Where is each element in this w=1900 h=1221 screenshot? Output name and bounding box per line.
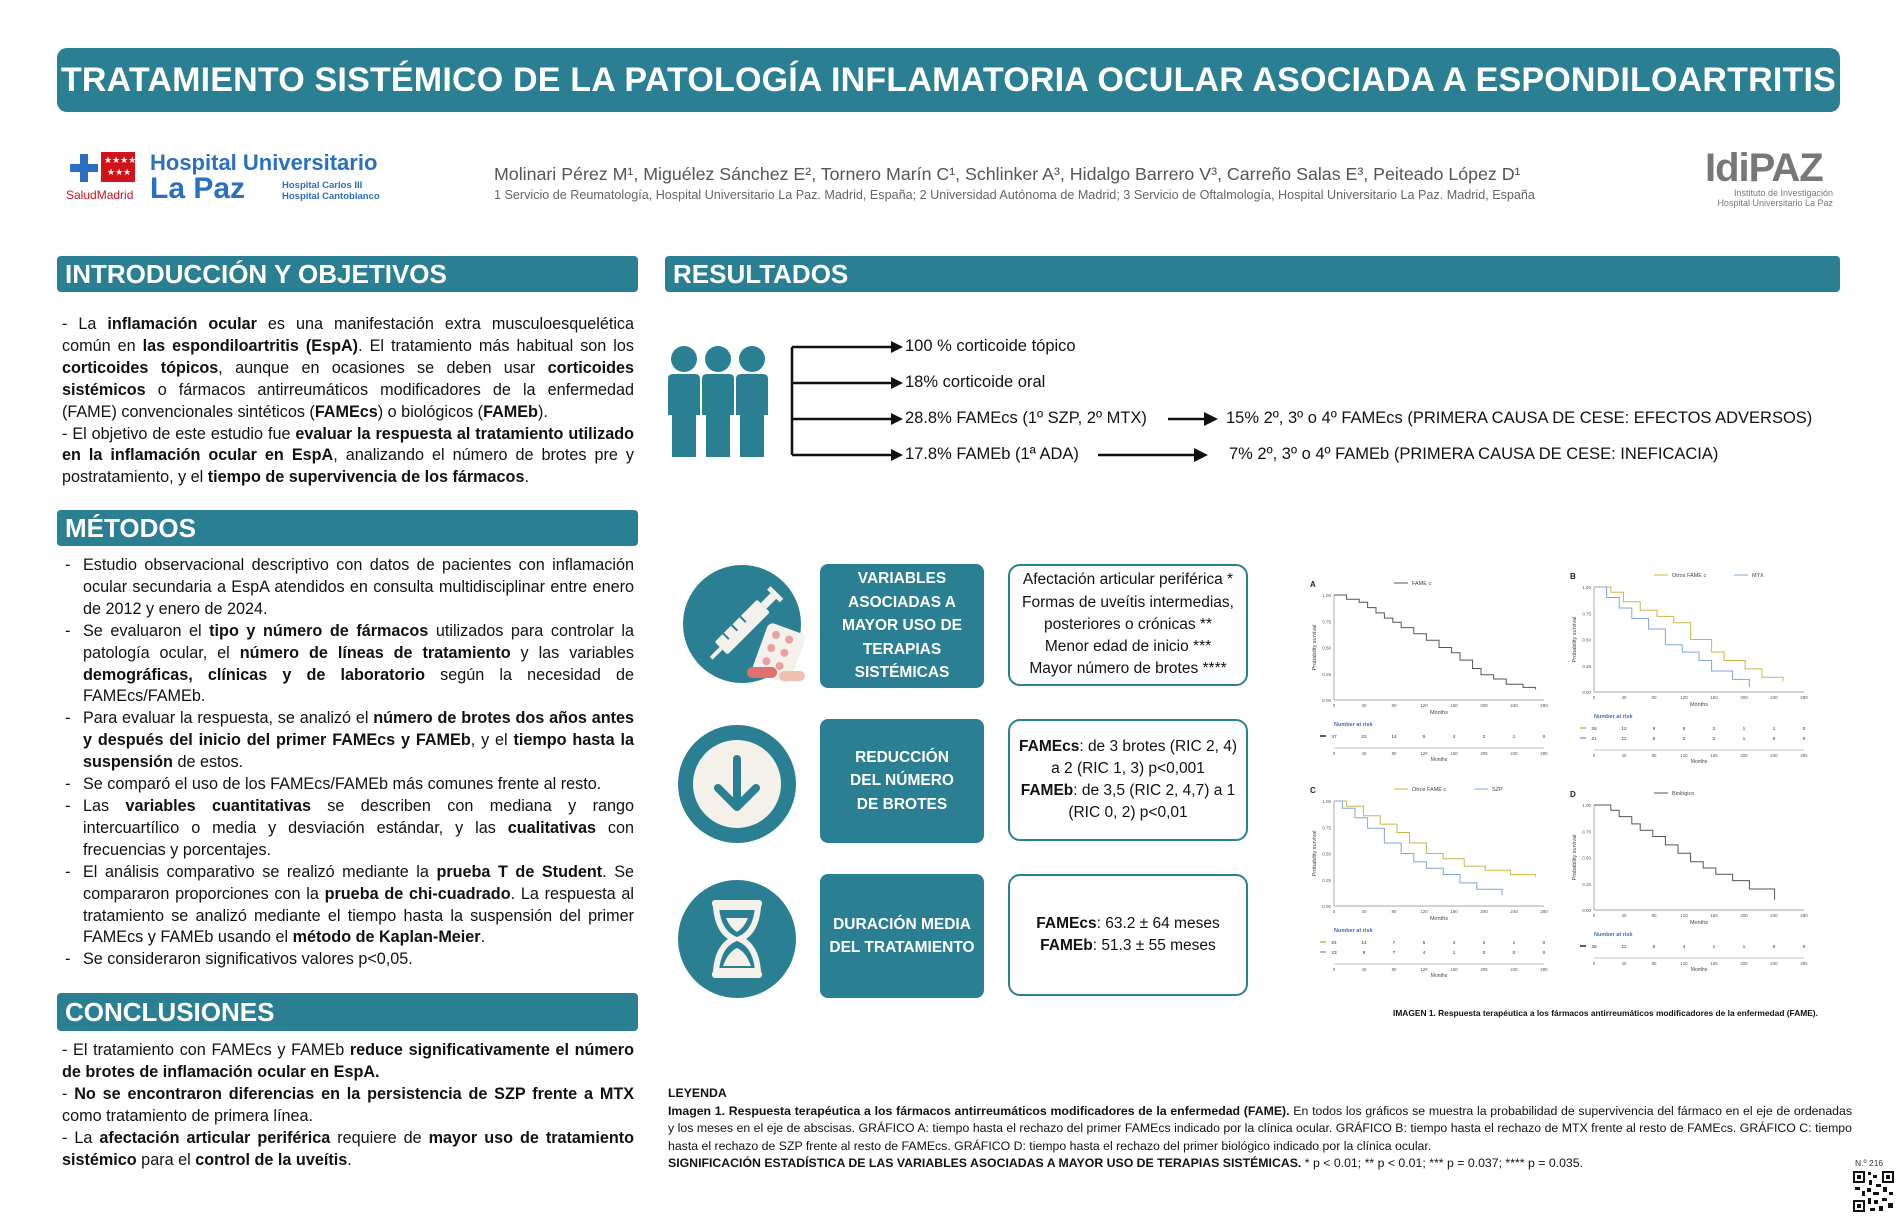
flow-outcome-famecs: 15% 2º, 3º o 4º FAMEcs (PRIMERA CAUSA DE CESE: EFECTOS ADVERSOS) bbox=[1226, 409, 1813, 427]
km-y-tick: 0.50 bbox=[1582, 855, 1591, 861]
km-risk-title: Number at risk bbox=[1334, 722, 1373, 728]
reduction-famecs bbox=[1016, 736, 1240, 780]
km-y-tick: 0.00 bbox=[1582, 690, 1591, 695]
km-y-tick: 0.50 bbox=[1582, 637, 1591, 643]
arrow-down-icon bbox=[678, 725, 796, 843]
km-risk-value: 3 bbox=[1682, 737, 1686, 742]
km-risk-value: 1 bbox=[1512, 735, 1516, 740]
madrid-flag-icon bbox=[66, 150, 142, 190]
km-x-tick: 80 bbox=[1391, 909, 1397, 914]
km-x-tick: 160 bbox=[1450, 909, 1458, 914]
km-risk-value: 5 bbox=[1652, 737, 1656, 742]
variable-line: Menor edad de inicio *** bbox=[1044, 638, 1212, 656]
km-risk-value: 9 bbox=[1362, 951, 1366, 956]
km-y-label: Probability survival bbox=[1572, 834, 1578, 881]
km-x-label: Months bbox=[1429, 916, 1449, 922]
km-risk-value: 1 bbox=[1712, 945, 1716, 950]
km-risk-value: 2 bbox=[1482, 735, 1486, 740]
km-risk-value: 0 bbox=[1542, 941, 1546, 946]
legend-title: LEYENDA bbox=[668, 1086, 727, 1100]
km-risk-value: 5 bbox=[1422, 941, 1426, 946]
flow-item-famecs: 28.8% FAMEcs (1º SZP, 2º MTX) bbox=[905, 409, 1147, 427]
km-x-tick: 0 bbox=[1332, 909, 1336, 914]
km-x-tick: 240 bbox=[1510, 703, 1518, 708]
methods-item: - Estudio observacional descriptivo con datos de pacientes con inflamación ocular secundaria a EspA atendidos en consulta multidisciplinar entre enero de 2012 y enero de 2024. bbox=[62, 555, 634, 621]
methods-item: - Se comparó el uso de los FAMEcs/FAMEb más comunes frente al resto. bbox=[62, 774, 634, 796]
km-y-tick: 0.75 bbox=[1582, 611, 1591, 617]
km-risk-value: 1 bbox=[1742, 727, 1746, 732]
km-y-tick: 0.00 bbox=[1322, 698, 1331, 703]
km-risk-value: 2 bbox=[1712, 737, 1716, 742]
km-risk-value: 1 bbox=[1512, 941, 1516, 946]
duration-fameb bbox=[1040, 935, 1216, 957]
km-y-tick: 0.25 bbox=[1582, 663, 1591, 669]
hospital-sub1: Hospital Carlos III bbox=[282, 180, 363, 191]
km-y-tick: 1.00 bbox=[1582, 803, 1591, 808]
methods-item: - Para evaluar la respuesta, se analizó el número de brotes dos años antes y después del inicio del primer FAMEcs y FAMEb, y el tiempo hasta la suspensión de estos. bbox=[62, 708, 634, 774]
km-panel-letter: C bbox=[1310, 786, 1316, 795]
idipaz-logo bbox=[1705, 148, 1840, 213]
km-risk-value: 9 bbox=[1652, 727, 1656, 732]
km-risk-value: 23 bbox=[1361, 735, 1367, 740]
hospital-name-line1: Hospital Universitario bbox=[150, 150, 378, 175]
km-x-tick: 0 bbox=[1332, 703, 1336, 708]
km-x-tick: 120 bbox=[1680, 695, 1688, 700]
km-risk-tick: 80 bbox=[1651, 753, 1657, 758]
km-risk-tick: 240 bbox=[1770, 753, 1778, 758]
affiliations: 1 Servicio de Reumatología, Hospital Universitario La Paz. Madrid, España; 2 Universidad Autónoma de Madrid; 3 Servicio de Oftalmología, Hospital Universitario La Paz. Madrid, España bbox=[494, 188, 1535, 202]
km-risk-title: Number at risk bbox=[1594, 932, 1633, 938]
km-x-tick: 0 bbox=[1592, 913, 1596, 918]
km-risk-tick: 40 bbox=[1621, 961, 1627, 966]
methods-item: - El análisis comparativo se realizó mediante la prueba T de Student. Se compararon proporciones con la prueba de chi-cuadrado. La respuesta al tratamiento se analizó mediante el tiempo hasta la suspensión del primer FAMEcs y FAMEb usando el método de Kaplan-Meier. bbox=[62, 862, 634, 950]
km-y-label: Probability survival bbox=[1312, 830, 1318, 877]
km-y-tick: 1.00 bbox=[1322, 799, 1331, 804]
km-risk-value: 0 bbox=[1482, 951, 1486, 956]
km-risk-tick: 160 bbox=[1710, 961, 1718, 966]
box-duration bbox=[1008, 874, 1248, 996]
km-risk-tick: 0 bbox=[1592, 753, 1596, 758]
km-risk-tick: 120 bbox=[1680, 961, 1688, 966]
km-risk-tick: 200 bbox=[1740, 961, 1748, 966]
km-x-tick: 160 bbox=[1710, 695, 1718, 700]
km-risk-value: 26 bbox=[1591, 727, 1597, 732]
km-risk-xlabel: Months bbox=[1430, 973, 1448, 979]
qr-code-icon bbox=[1852, 1170, 1895, 1213]
intro-text: - La inflamación ocular es una manifestación extra musculoesquelética común en las espondiloartritis (EspA). El tratamiento más habitual son los corticoides tópicos, aunque en ocasiones se deben usar corticoides sistémicos o fármacos antirreumáticos modificadores de la enfermedad (FAME) convencionales sintéticos (FAMEcs) o biológicos (FAMEb). - El objetivo de este estudio fue evaluar la respuesta al tratamiento utilizado en la inflamación ocular en EspA, analizando el número de brotes pre y postratamiento, y el tiempo de supervivencia de los fármacos. bbox=[62, 315, 635, 487]
km-x-tick: 120 bbox=[1680, 913, 1688, 918]
km-legend-label: Biológico bbox=[1672, 791, 1695, 797]
duration-fameb-value: : 51.3 ± 55 meses bbox=[1092, 937, 1216, 954]
km-survival-curve bbox=[1334, 801, 1502, 896]
km-risk-title: Number at risk bbox=[1594, 714, 1633, 720]
flow-item-oral: 18% corticoide oral bbox=[905, 373, 1046, 391]
km-x-tick: 40 bbox=[1361, 909, 1367, 914]
km-panel-letter: D bbox=[1570, 790, 1576, 799]
syringe-icon bbox=[683, 565, 813, 695]
km-risk-value: 47 bbox=[1331, 735, 1337, 740]
km-risk-value: 0 bbox=[1772, 737, 1776, 742]
km-x-tick: 280 bbox=[1800, 913, 1808, 918]
km-y-tick: 0.50 bbox=[1322, 645, 1331, 651]
km-risk-tick: 240 bbox=[1510, 967, 1518, 972]
km-x-tick: 160 bbox=[1450, 703, 1458, 708]
km-y-tick: 1.00 bbox=[1322, 593, 1331, 598]
methods-item: - Las variables cuantitativas se describen con mediana y rango intercuartílico o media y desviación estándar, y las cualitativas con frecuencias y porcentajes. bbox=[62, 796, 634, 862]
km-x-tick: 120 bbox=[1420, 703, 1428, 708]
km-y-tick: 0.25 bbox=[1322, 671, 1331, 677]
km-risk-value: 0 bbox=[1802, 737, 1806, 742]
km-risk-value: 9 bbox=[1422, 735, 1426, 740]
km-risk-tick: 40 bbox=[1361, 751, 1367, 756]
km-risk-tick: 280 bbox=[1800, 753, 1808, 758]
km-risk-value: 12 bbox=[1621, 727, 1627, 732]
legend-significance bbox=[668, 1155, 1852, 1173]
flow-outcome-fameb: 7% 2º, 3º o 4º FAMEb (PRIMERA CAUSA DE CESE: INEFICACIA) bbox=[1229, 445, 1719, 463]
km-x-tick: 240 bbox=[1770, 695, 1778, 700]
km-risk-value: 0 bbox=[1802, 727, 1806, 732]
km-risk-tick: 200 bbox=[1480, 751, 1488, 756]
km-survival-curve bbox=[1334, 801, 1536, 877]
legend-imagen-title: . Respuesta terapéutica a los fármacos antirreumáticos modificadores de la enfermedad (FAME). bbox=[721, 1103, 1290, 1118]
methods-header: MÉTODOS bbox=[57, 510, 638, 546]
km-x-tick: 280 bbox=[1540, 703, 1548, 708]
km-survival-curve bbox=[1594, 587, 1783, 682]
km-risk-value: 3 bbox=[1452, 941, 1456, 946]
km-y-tick: 0.75 bbox=[1322, 825, 1331, 831]
km-x-label: Months bbox=[1689, 702, 1709, 708]
km-x-tick: 40 bbox=[1621, 695, 1627, 700]
km-x-tick: 160 bbox=[1710, 913, 1718, 918]
km-risk-tick: 0 bbox=[1592, 961, 1596, 966]
km-survival-curve bbox=[1334, 595, 1536, 690]
km-y-tick: 0.25 bbox=[1322, 877, 1331, 883]
km-risk-tick: 240 bbox=[1510, 751, 1518, 756]
km-risk-value: 14 bbox=[1361, 941, 1367, 946]
km-risk-value: 2 bbox=[1482, 941, 1486, 946]
idipaz-sub1: Instituto de Investigación bbox=[1733, 188, 1833, 198]
kaplan-meier-figure bbox=[1300, 565, 1850, 995]
km-x-tick: 240 bbox=[1510, 909, 1518, 914]
km-risk-tick: 280 bbox=[1540, 967, 1548, 972]
km-risk-tick: 280 bbox=[1800, 961, 1808, 966]
km-y-tick: 0.50 bbox=[1322, 851, 1331, 857]
poster-title: TRATAMIENTO SISTÉMICO DE LA PATOLOGÍA INFLAMATORIA OCULAR ASOCIADA A ESPONDILOARTRITIS bbox=[57, 48, 1840, 112]
km-risk-value: 26 bbox=[1591, 945, 1597, 950]
box-reduction bbox=[1008, 719, 1248, 841]
label-variables: VARIABLES ASOCIADAS A MAYOR USO DE TERAPIAS SISTÉMICAS bbox=[820, 564, 984, 688]
variable-line: Formas de uveítis intermedias, posteriores o crónicas ** bbox=[1022, 593, 1234, 633]
reduction-famecs-value: : de 3 brotes (RIC 2, 4) a 2 (RIC 1, 3) p<0,001 bbox=[1051, 737, 1237, 777]
km-risk-tick: 40 bbox=[1621, 753, 1627, 758]
intro-header: INTRODUCCIÓN Y OBJETIVOS bbox=[57, 256, 638, 292]
km-caption: IMAGEN 1. Respuesta terapéutica a los fármacos antirreumáticos modificadores de la enfermedad (FAME). bbox=[1393, 1008, 1818, 1018]
km-risk-tick: 200 bbox=[1740, 753, 1748, 758]
variable-line: Afectación articular periférica * bbox=[1022, 571, 1234, 589]
duration-famecs bbox=[1036, 913, 1219, 935]
km-legend-label: Otros FAME c bbox=[1412, 787, 1447, 793]
km-risk-tick: 80 bbox=[1391, 751, 1397, 756]
km-risk-value: 1 bbox=[1452, 951, 1456, 956]
hospital-logo bbox=[66, 150, 396, 206]
km-legend-label: FAME c bbox=[1412, 581, 1432, 587]
km-y-label: Probability survival bbox=[1572, 616, 1578, 663]
svg-text:★★★★: ★★★★ bbox=[104, 155, 137, 165]
conclusions-text: - El tratamiento con FAMEcs y FAMEb reduce significativamente el número de brotes de inflamación ocular en EspA. - No se encontraron diferencias en la persistencia de SZP frente a MTX como tratamiento de primera línea. - La afectación articular periférica requiere de mayor uso de tratamiento sistémico para el control de la uveítis. bbox=[62, 1041, 635, 1169]
km-risk-value: 5 bbox=[1652, 945, 1656, 950]
km-y-tick: 0.00 bbox=[1582, 908, 1591, 913]
legend-sig-values: * p < 0.01; ** p < 0.01; *** p = 0.037; **** p = 0.035. bbox=[1301, 1156, 1584, 1170]
region-label: SaludMadrid bbox=[66, 188, 134, 202]
km-risk-tick: 160 bbox=[1450, 967, 1458, 972]
km-y-tick: 0.00 bbox=[1322, 904, 1331, 909]
duration-famecs-value: : 63.2 ± 64 meses bbox=[1096, 914, 1220, 932]
km-x-tick: 200 bbox=[1740, 695, 1748, 700]
km-x-tick: 40 bbox=[1361, 703, 1367, 708]
km-x-tick: 80 bbox=[1651, 913, 1657, 918]
km-x-tick: 80 bbox=[1651, 695, 1657, 700]
km-y-tick: 0.25 bbox=[1582, 881, 1591, 887]
reduction-famecs-label: FAMEcs bbox=[1019, 737, 1080, 755]
km-risk-value: 1 bbox=[1742, 945, 1746, 950]
km-risk-value: 2 bbox=[1712, 727, 1716, 732]
km-risk-tick: 120 bbox=[1680, 753, 1688, 758]
reduction-fameb bbox=[1016, 780, 1240, 824]
km-risk-xlabel: Months bbox=[1690, 967, 1708, 973]
flow-item-topical: 100 % corticoide tópico bbox=[905, 337, 1076, 355]
km-x-label: Months bbox=[1429, 710, 1449, 716]
km-x-label: Months bbox=[1689, 920, 1709, 926]
km-risk-value: 4 bbox=[1452, 735, 1456, 740]
idipaz-name: IdiPAZ bbox=[1705, 146, 1823, 190]
km-risk-value: 7 bbox=[1392, 951, 1396, 956]
km-x-tick: 200 bbox=[1480, 909, 1488, 914]
km-risk-value: 14 bbox=[1391, 735, 1397, 740]
km-risk-value: 0 bbox=[1802, 945, 1806, 950]
methods-item: - Se consideraron significativos valores p<0,05. bbox=[62, 949, 634, 971]
legend-block bbox=[668, 1085, 1852, 1173]
km-risk-tick: 80 bbox=[1391, 967, 1397, 972]
km-x-tick: 200 bbox=[1480, 703, 1488, 708]
km-risk-value: 23 bbox=[1331, 951, 1337, 956]
km-risk-tick: 120 bbox=[1420, 967, 1428, 972]
methods-list bbox=[62, 555, 634, 971]
km-risk-value: 0 bbox=[1542, 951, 1546, 956]
legend-imagen-label: Imagen 1 bbox=[668, 1103, 722, 1118]
hospital-sub2: Hospital Cantoblanco bbox=[282, 191, 380, 202]
idipaz-sub2: Hospital Universitario La Paz bbox=[1717, 198, 1833, 208]
km-x-tick: 40 bbox=[1621, 913, 1627, 918]
variable-line: Mayor número de brotes **** bbox=[1029, 660, 1227, 678]
km-y-tick: 0.75 bbox=[1322, 619, 1331, 625]
km-risk-xlabel: Months bbox=[1690, 759, 1708, 765]
km-risk-value: 4 bbox=[1682, 945, 1686, 950]
km-survival-curve bbox=[1594, 587, 1749, 687]
km-panel-letter: B bbox=[1570, 572, 1576, 581]
km-x-tick: 80 bbox=[1391, 703, 1397, 708]
duration-famecs-label: FAMEcs bbox=[1036, 914, 1097, 932]
legend-sig-label: SIGNIFICACIÓN ESTADÍSTICA DE LAS VARIABLES ASOCIADAS A MAYOR USO DE TERAPIAS SISTÉMICAS. bbox=[668, 1156, 1302, 1170]
svg-text:★★★: ★★★ bbox=[107, 167, 132, 177]
reduction-fameb-value: : de 3,5 (RIC 2, 4,7) a 1 (RIC 0, 2) p<0,01 bbox=[1068, 782, 1236, 822]
km-risk-value: 11 bbox=[1621, 945, 1627, 950]
km-x-tick: 280 bbox=[1800, 695, 1808, 700]
km-risk-value: 1 bbox=[1742, 737, 1746, 742]
label-reduction: REDUCCIÓN DEL NÚMERO DE BROTES bbox=[820, 719, 984, 843]
flow-item-fameb: 17.8% FAMEb (1ª ADA) bbox=[905, 445, 1079, 463]
km-risk-value: 21 bbox=[1591, 737, 1597, 742]
km-risk-value: 4 bbox=[1422, 951, 1426, 956]
km-survival-curve bbox=[1594, 805, 1775, 900]
km-x-tick: 280 bbox=[1540, 909, 1548, 914]
authors: Molinari Pérez M¹, Miguélez Sánchez E², Tornero Marín C¹, Schlinker A³, Hidalgo Barrero V³, Carreño Salas E³, Peiteado López D¹ bbox=[494, 164, 1521, 184]
km-risk-tick: 160 bbox=[1710, 753, 1718, 758]
reduction-fameb-label: FAMEb bbox=[1020, 782, 1074, 799]
km-risk-title: Number at risk bbox=[1334, 928, 1373, 934]
km-x-tick: 240 bbox=[1770, 913, 1778, 918]
results-header: RESULTADOS bbox=[665, 256, 1840, 292]
hourglass-icon bbox=[678, 880, 796, 998]
km-legend-label: MTX bbox=[1752, 573, 1764, 579]
legend-imagen-body: En todos los gráficos se muestra la probabilidad de supervivencia del fármaco en el eje de ordenadas y los meses en el eje de abscisas. GRÁFICO A: tiempo hasta el rechazo del primer FAMEcs indicado por la clínica ocular. GRÁFICO B: tiempo hasta el rechazo de MTX frente al resto de FAMEcs. GRÁFICO C: tiempo hasta el rechazo de SZP frente al resto de FAMEcs. GRÁFICO D: tiempo hasta el rechazo del primer biológico indicado por la clínica ocular. bbox=[668, 1103, 1853, 1153]
km-risk-tick: 0 bbox=[1332, 751, 1336, 756]
km-panel-letter: A bbox=[1310, 580, 1316, 589]
km-risk-xlabel: Months bbox=[1430, 757, 1448, 763]
km-risk-value: 7 bbox=[1392, 941, 1396, 946]
hospital-name-line2: La Paz bbox=[150, 172, 246, 205]
poster-number: N.º 216 bbox=[1855, 1158, 1884, 1168]
km-risk-tick: 120 bbox=[1420, 751, 1428, 756]
km-risk-tick: 40 bbox=[1361, 967, 1367, 972]
box-variables bbox=[1008, 564, 1248, 686]
km-risk-tick: 160 bbox=[1450, 751, 1458, 756]
methods-item: - Se evaluaron el tipo y número de fármacos utilizados para controlar la patología ocular, el número de líneas de tratamiento y las variables demográficas, clínicas y de laboratorio según la necesidad de FAMEcs/FAMEb. bbox=[62, 621, 634, 709]
km-legend-label: SZP bbox=[1492, 787, 1503, 793]
km-risk-tick: 240 bbox=[1770, 961, 1778, 966]
km-risk-value: 24 bbox=[1331, 941, 1337, 946]
legend-imagen bbox=[668, 1103, 1852, 1156]
label-duration: DURACIÓN MEDIA DEL TRATAMIENTO bbox=[820, 874, 984, 998]
km-x-tick: 200 bbox=[1740, 913, 1748, 918]
km-risk-tick: 80 bbox=[1651, 961, 1657, 966]
km-y-label: Probability survival bbox=[1312, 624, 1318, 671]
km-risk-value: 6 bbox=[1682, 727, 1686, 732]
patients-group-icon bbox=[664, 345, 772, 460]
km-risk-value: 0 bbox=[1772, 945, 1776, 950]
km-risk-tick: 0 bbox=[1332, 967, 1336, 972]
km-risk-tick: 280 bbox=[1540, 751, 1548, 756]
km-y-tick: 1.00 bbox=[1582, 585, 1591, 590]
km-risk-value: 1 bbox=[1772, 727, 1776, 732]
km-risk-value: 11 bbox=[1621, 737, 1627, 742]
conclusions-header: CONCLUSIONES bbox=[57, 993, 638, 1031]
km-legend-label: Otros FAME c bbox=[1672, 573, 1707, 579]
km-risk-tick: 200 bbox=[1480, 967, 1488, 972]
km-risk-value: 0 bbox=[1512, 951, 1516, 956]
km-x-tick: 120 bbox=[1420, 909, 1428, 914]
km-risk-value: 0 bbox=[1542, 735, 1546, 740]
duration-fameb-label: FAMEb bbox=[1040, 937, 1093, 954]
km-y-tick: 0.75 bbox=[1582, 829, 1591, 835]
km-x-tick: 0 bbox=[1592, 695, 1596, 700]
